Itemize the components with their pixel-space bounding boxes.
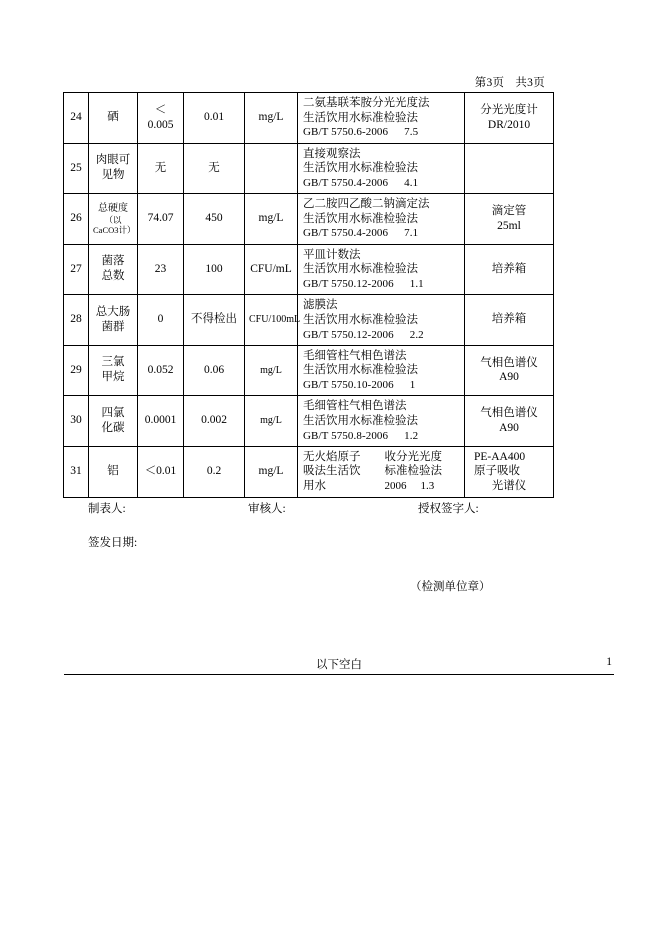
method-line-2: 生活饮用水标准检验法: [303, 364, 418, 377]
reviewer-label: 审核人:: [248, 503, 286, 515]
method-line-2: 生活饮用水标准检验法: [303, 313, 418, 326]
cell-result: [138, 143, 184, 194]
footer-divider: [64, 674, 614, 675]
method-clause: 1.3: [420, 480, 435, 493]
result-value: 0: [157, 313, 164, 326]
authorized-signer-label: 授权签字人:: [418, 503, 479, 515]
cell-equipment: [465, 143, 554, 194]
table-row: [64, 244, 554, 295]
serial-number-value: 24: [70, 111, 82, 124]
method-line-2: 生活饮用水标准检验法: [303, 111, 418, 124]
cell-equipment: [465, 194, 554, 245]
cell-item-name: [89, 93, 138, 144]
method-line-3: [303, 226, 462, 240]
unit-seal-label: （检测单位章）: [410, 581, 491, 593]
unit-value: mg/L: [260, 415, 282, 427]
cell-unit: [245, 396, 298, 447]
cell-serial-number: [64, 295, 89, 346]
method-b-line-1: 收分光光度: [384, 450, 442, 463]
item-name-value-2: 菌群: [101, 320, 125, 333]
method-a-line-2: 吸法生活饮: [303, 465, 361, 478]
table-row: [64, 345, 554, 396]
cell-item-name: [89, 396, 138, 447]
cell-equipment: [465, 295, 554, 346]
method-standard-year: 2006: [384, 480, 407, 493]
cell-method: [298, 194, 465, 245]
cell-method: [298, 244, 465, 295]
result-value: 23: [154, 262, 167, 275]
method-standard-code: GB/T 5750.10-2006: [303, 379, 394, 392]
cell-method: [298, 396, 465, 447]
equipment-line-3: 光谱仪: [491, 480, 527, 493]
item-name-value: 铝: [107, 465, 119, 478]
limit-value: 无: [208, 161, 220, 174]
method-line-3: [303, 328, 462, 342]
method-clause: 1.1: [409, 277, 424, 290]
method-column-b: [384, 450, 462, 494]
serial-number-value: 31: [70, 465, 82, 478]
test-results-table: [63, 92, 554, 498]
item-name-value-2: 总数: [101, 270, 125, 283]
equipment-line-1: 气相色谱仪: [480, 356, 538, 369]
serial-number-value: 30: [70, 414, 82, 427]
cell-unit: [245, 295, 301, 346]
cell-limit: [184, 396, 245, 447]
issue-date-label: 签发日期:: [88, 537, 138, 549]
method-line-1: 二氨基联苯胺分光光度法: [303, 97, 430, 109]
item-name-value-2: 化碳: [101, 421, 125, 434]
serial-number-value: 26: [70, 212, 82, 225]
method-standard-code: GB/T 5750.12-2006: [303, 277, 394, 290]
equipment-line-2: A90: [499, 421, 519, 434]
item-name-value: 总大肠: [95, 305, 131, 318]
method-line-2: 生活饮用水标准检验法: [303, 162, 418, 175]
cell-method: [298, 93, 465, 144]
cell-item-name: [89, 143, 138, 194]
cell-equipment: [465, 244, 554, 295]
preparer-label: 制表人:: [88, 503, 126, 515]
method-clause: 1: [409, 379, 416, 392]
method-standard-code: GB/T 5750.6-2006: [303, 126, 389, 139]
result-value: ＜0.01: [144, 465, 177, 478]
cell-unit: [245, 446, 298, 497]
cell-limit: [184, 345, 245, 396]
method-line-1: 毛细管柱气相色谱法: [303, 349, 407, 362]
cell-method: [298, 345, 465, 396]
equipment-line-1: 培养箱: [491, 262, 527, 275]
limit-value: 100: [205, 262, 223, 275]
method-b-line-3: [384, 479, 462, 493]
method-line-3: [303, 378, 462, 392]
limit-value: 0.01: [203, 111, 225, 124]
cell-result: [138, 93, 184, 144]
equipment-line-1: 培养箱: [491, 313, 527, 326]
result-value: 0.052: [147, 363, 174, 376]
cell-result: [138, 194, 184, 245]
equipment-line-1: 滴定管: [491, 205, 527, 218]
item-name-value: 三氯: [101, 356, 125, 369]
page-indicator: [0, 74, 545, 90]
limit-value: 450: [205, 212, 223, 225]
unit-value: mg/L: [258, 465, 284, 478]
cell-result: [138, 244, 184, 295]
result-value: 无: [154, 161, 167, 174]
equipment-line-2: 原子吸收: [474, 465, 520, 478]
table-row: [64, 396, 554, 447]
equipment-line-1: 气相色谱仪: [480, 407, 538, 420]
table-row: [64, 446, 554, 497]
cell-serial-number: [64, 143, 89, 194]
item-name-value: 肉眼可: [95, 154, 131, 167]
cell-unit: [245, 244, 298, 295]
result-value: ＜0.005: [147, 104, 174, 131]
cell-serial-number: [64, 93, 89, 144]
page-indicator-current: 第3页: [474, 77, 505, 89]
method-line-1: 滤膜法: [303, 299, 338, 312]
footer-page-number: 1: [606, 656, 612, 668]
item-name-qualifier: （以CaCO3计）: [93, 214, 136, 235]
cell-limit: [184, 244, 245, 295]
cell-unit: [245, 93, 298, 144]
limit-value: 0.002: [201, 414, 227, 427]
table-body: [64, 93, 554, 498]
equipment-line-1: 分光光度计: [480, 104, 538, 117]
equipment-line-1: PE-AA400: [474, 450, 526, 463]
item-name-value: 菌落: [101, 255, 125, 268]
cell-item-name: [89, 194, 138, 245]
method-standard-code: GB/T 5750.4-2006: [303, 227, 389, 240]
table-row: [64, 143, 554, 194]
serial-number-value: 28: [70, 313, 82, 326]
cell-unit: [245, 345, 298, 396]
limit-value: 0.06: [203, 363, 225, 376]
method-a-line-1: 无火焰原子: [303, 450, 361, 463]
cell-limit: [184, 93, 245, 144]
method-clause: 7.5: [404, 126, 419, 139]
cell-serial-number: [64, 446, 89, 497]
signature-row: [0, 500, 662, 518]
cell-serial-number: [64, 345, 89, 396]
method-standard-code: GB/T 5750.4-2006: [303, 176, 389, 189]
method-split-layout: [303, 450, 462, 494]
cell-item-name: [89, 446, 138, 497]
cell-serial-number: [64, 396, 89, 447]
blank-below-note: 以下空白: [316, 659, 362, 671]
cell-equipment: [465, 396, 554, 447]
cell-item-name: [89, 244, 138, 295]
method-line-1: 乙二胺四乙酸二钠滴定法: [303, 198, 430, 211]
method-standard-code: GB/T 5750.8-2006: [303, 429, 389, 442]
method-clause: 7.1: [404, 227, 419, 240]
limit-value: 0.2: [206, 465, 222, 478]
item-name-value: 四氯: [101, 406, 125, 419]
result-value: 74.07: [147, 212, 174, 225]
cell-limit: [184, 194, 245, 245]
page-indicator-total: 共3页: [515, 77, 545, 89]
cell-equipment: [465, 93, 554, 144]
cell-serial-number: [64, 244, 89, 295]
cell-equipment: [465, 345, 554, 396]
cell-limit: [184, 446, 245, 497]
unit-value: mg/L: [260, 364, 282, 376]
equipment-line-2: 25ml: [497, 219, 521, 232]
cell-limit: [184, 143, 245, 194]
item-name-value-2: 见物: [101, 169, 125, 182]
method-clause: 2.2: [409, 328, 424, 341]
cell-result: [138, 295, 184, 346]
cell-unit: [245, 143, 298, 194]
method-line-3: [303, 176, 462, 190]
item-name-value-2: 甲烷: [101, 371, 125, 384]
table-row: [64, 93, 554, 144]
cell-result: [138, 396, 184, 447]
serial-number-value: 25: [70, 161, 82, 174]
method-line-1: 毛细管柱气相色谱法: [303, 400, 407, 413]
method-line-1: 平皿计数法: [303, 248, 361, 261]
unit-value: mg/L: [258, 212, 284, 225]
method-line-2: 生活饮用水标准检验法: [303, 263, 418, 276]
unit-value: mg/L: [258, 111, 284, 124]
method-line-3: [303, 125, 462, 139]
unit-value: CFU/mL: [250, 262, 292, 275]
equipment-line-2: A90: [499, 371, 519, 384]
cell-item-name: [89, 295, 138, 346]
table-row: [64, 295, 554, 346]
serial-number-value: 27: [70, 262, 82, 275]
method-clause: 1.2: [404, 429, 419, 442]
cell-unit: [245, 194, 298, 245]
method-a-line-3: 用水: [303, 480, 326, 493]
limit-value: 不得检出: [191, 313, 237, 326]
item-name-value: 总硬度: [98, 202, 128, 214]
cell-serial-number: [64, 194, 89, 245]
table-row: [64, 194, 554, 245]
method-line-2: 生活饮用水标准检验法: [303, 414, 418, 427]
equipment-line-2: DR/2010: [487, 118, 531, 131]
serial-number-value: 29: [70, 363, 82, 376]
cell-result: [138, 345, 184, 396]
cell-method: [298, 143, 465, 194]
cell-method: [298, 295, 465, 346]
cell-limit: [184, 295, 245, 346]
unit-value: CFU/100mL: [249, 314, 301, 326]
method-clause: 4.1: [404, 176, 419, 189]
method-standard-code: GB/T 5750.12-2006: [303, 328, 394, 341]
cell-item-name: [89, 345, 138, 396]
cell-equipment: [465, 446, 554, 497]
cell-result: [138, 446, 184, 497]
method-b-line-2: 标准检验法: [384, 465, 442, 478]
method-column-a: [303, 450, 384, 494]
method-line-3: [303, 277, 462, 291]
method-line-1: 直接观察法: [303, 147, 361, 160]
cell-method: [298, 446, 465, 497]
method-line-2: 生活饮用水标准检验法: [303, 212, 418, 225]
method-line-3: [303, 429, 462, 443]
item-name-value: 硒: [107, 111, 119, 124]
result-value: 0.0001: [144, 414, 177, 427]
